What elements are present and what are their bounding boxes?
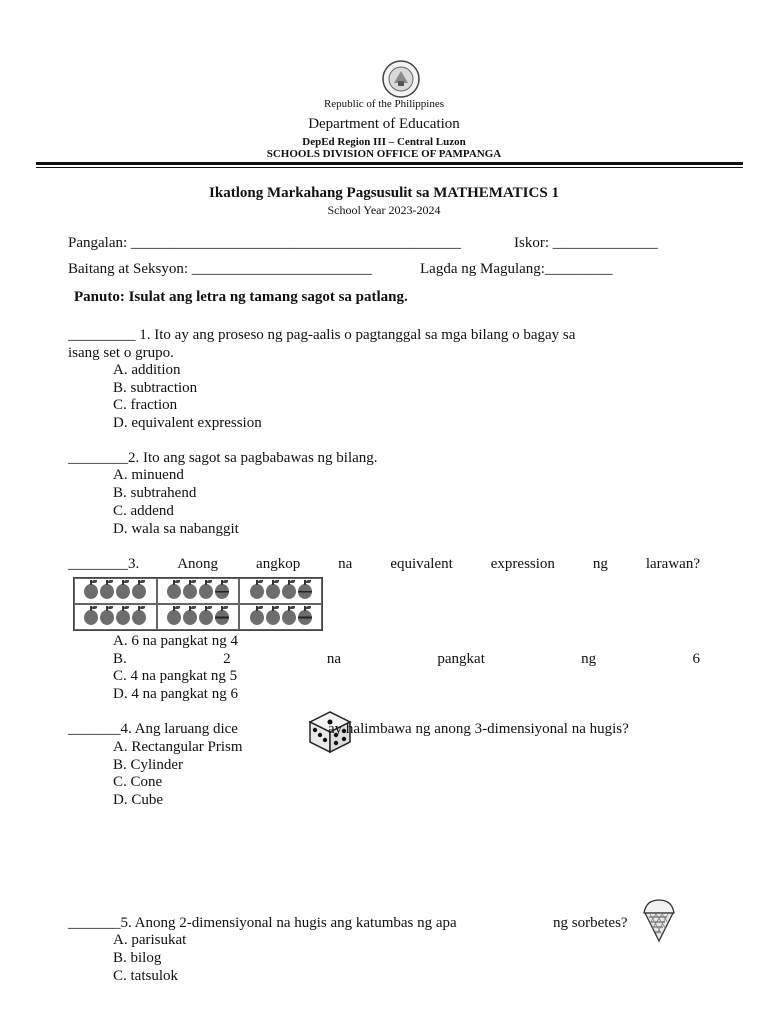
question-1-text: _________ 1. Ito ay ang proseso ng pag-aalis o pagtanggal sa mga bilang o bagay sa: [68, 327, 576, 343]
header-divider: [36, 162, 743, 165]
question-2-choice-b: B. subtrahend: [113, 485, 197, 501]
school-year: School Year 2023-2024: [327, 203, 441, 217]
apple-icon: [116, 610, 130, 625]
score-field: Iskor: ______________: [514, 235, 658, 251]
parent-signature-field: Lagda ng Magulang:_________: [420, 261, 613, 277]
question-1-choice-d: D. equivalent expression: [113, 415, 262, 431]
apple-group: [157, 578, 240, 604]
ice-cream-cone-icon: [640, 897, 678, 943]
apple-icon: [132, 584, 146, 599]
apple-icon: [84, 610, 98, 625]
apple-groups-picture: [73, 577, 323, 631]
question-1-choice-c: C. fraction: [113, 397, 178, 413]
apple-icon: [100, 584, 114, 599]
apple-icon: [183, 610, 197, 625]
apple-group: [239, 578, 322, 604]
apple-icon: [266, 610, 280, 625]
apple-icon: [215, 584, 229, 599]
question-1-choice-b: B. subtraction: [113, 380, 198, 396]
apple-icon: [199, 584, 213, 599]
apple-group: [74, 578, 157, 604]
question-2-choice-d: D. wala sa nabanggit: [113, 521, 239, 537]
apple-group: [157, 604, 240, 630]
apple-icon: [183, 584, 197, 599]
section-field: Baitang at Seksyon: ________________________: [68, 261, 372, 277]
apple-icon: [298, 610, 312, 625]
question-5-text-cont: ng sorbetes?: [553, 915, 628, 931]
apple-icon: [250, 584, 264, 599]
question-4-text-cont: ay halimbawa ng anong 3-dimensiyonal na hugis?: [328, 721, 629, 737]
exam-title: Ikatlong Markahang Pagsusulit sa MATHEMATICS 1: [209, 185, 559, 201]
apple-icon: [199, 610, 213, 625]
apple-icon: [298, 584, 312, 599]
question-1-choice-a: A. addition: [113, 362, 181, 378]
question-4-choice-d: D. Cube: [113, 792, 163, 808]
apple-icon: [100, 610, 114, 625]
apple-icon: [282, 610, 296, 625]
question-4-choice-c: C. Cone: [113, 774, 163, 790]
question-5-choice-b: B. bilog: [113, 950, 162, 966]
apple-icon: [215, 610, 229, 625]
question-1-text-cont: isang set o grupo.: [68, 345, 174, 361]
apple-icon: [250, 610, 264, 625]
question-4-choice-a: A. Rectangular Prism: [113, 739, 243, 755]
question-2-choice-a: A. minuend: [113, 467, 184, 483]
region-label: DepEd Region III – Central Luzon: [302, 136, 466, 148]
division-label: SCHOOLS DIVISION OFFICE OF PAMPANGA: [266, 148, 502, 160]
deped-seal-icon: [372, 59, 430, 99]
question-3-choice-a: A. 6 na pangkat ng 4: [113, 633, 238, 649]
question-5-text: _______5. Anong 2-dimensiyonal na hugis ang katumbas ng apa: [68, 915, 457, 931]
instructions: Panuto: Isulat ang letra ng tamang sagot sa patlang.: [74, 289, 408, 305]
header-divider-thin: [36, 167, 743, 168]
apple-icon: [282, 584, 296, 599]
apple-icon: [167, 584, 181, 599]
apple-group: [239, 604, 322, 630]
question-3-text: ________3. Anong angkop na equivalent expression ng larawan?: [68, 556, 700, 572]
apple-group: [74, 604, 157, 630]
question-2-choice-c: C. addend: [113, 503, 174, 519]
question-4-choice-b: B. Cylinder: [113, 757, 183, 773]
question-3-choice-d: D. 4 na pangkat ng 6: [113, 686, 238, 702]
republic-label: Republic of the Philippines: [323, 98, 445, 110]
question-5-choice-a: A. parisukat: [113, 932, 187, 948]
apple-icon: [266, 584, 280, 599]
question-5-choice-c: C. tatsulok: [113, 968, 179, 984]
question-2-text: ________2. Ito ang sagot sa pagbabawas ng bilang.: [68, 450, 378, 466]
question-3-choice-c: C. 4 na pangkat ng 5: [113, 668, 238, 684]
question-3-choice-b: B. 2 na pangkat ng 6: [113, 651, 700, 667]
name-field: Pangalan: ____________________________________________: [68, 235, 461, 251]
apple-icon: [84, 584, 98, 599]
department-title: Department of Education: [308, 116, 460, 132]
apple-icon: [132, 610, 146, 625]
question-4-text: _______4. Ang laruang dice: [68, 721, 238, 737]
apple-icon: [167, 610, 181, 625]
apple-icon: [116, 584, 130, 599]
